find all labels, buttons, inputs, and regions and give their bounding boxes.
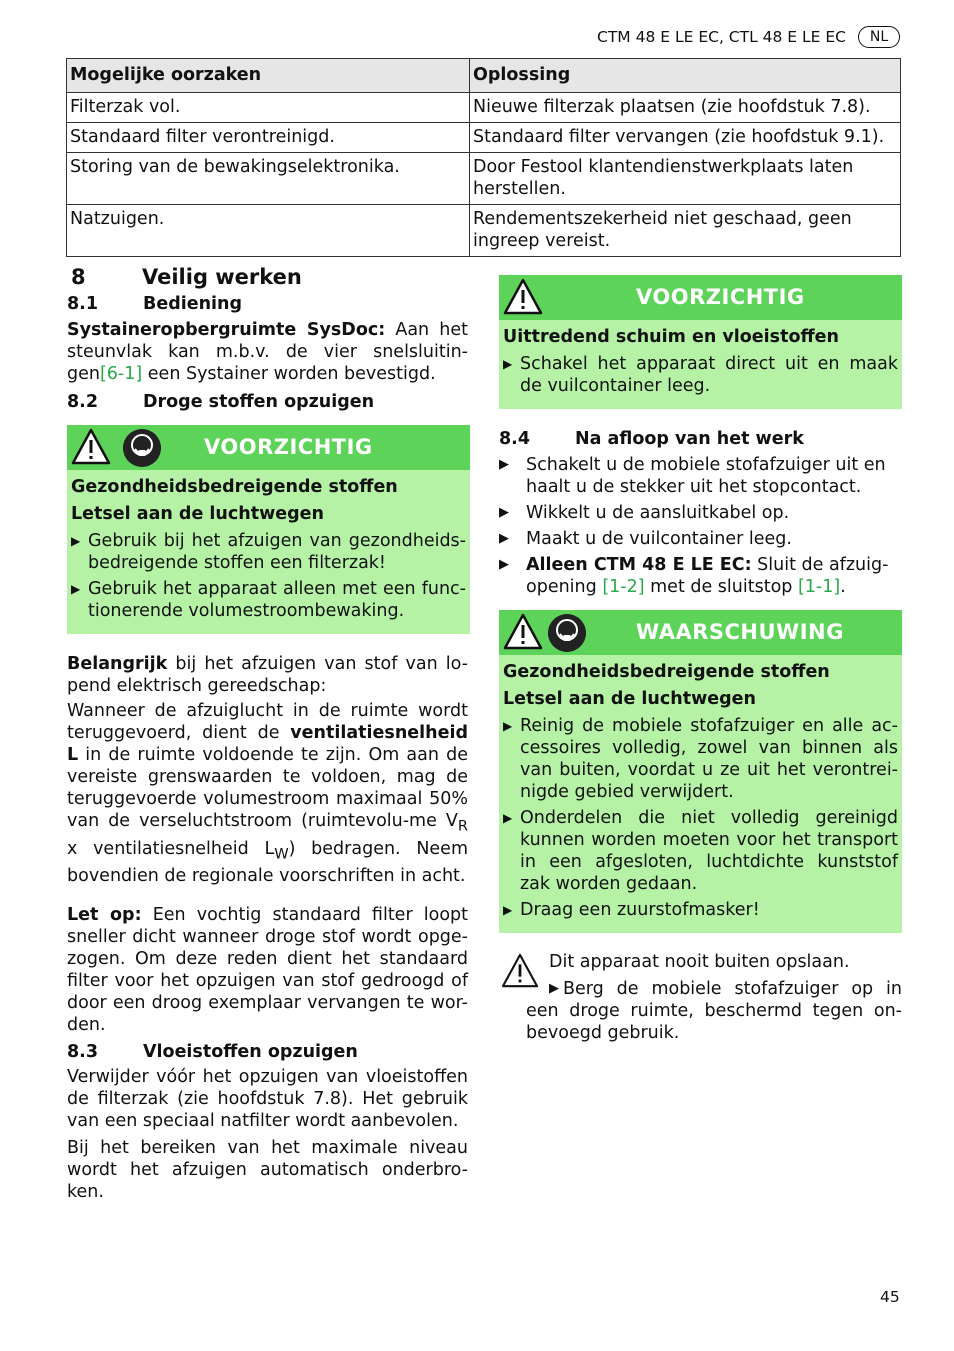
section-title: Veilig werken: [142, 265, 302, 289]
table-header-solution: Oplossing: [470, 59, 901, 93]
section-number: 8.3: [67, 1042, 99, 1062]
table-header-row: [67, 59, 901, 93]
table-cell-solution: Nieuwe filterzak plaatsen (zie hoofdstuk 7.8).: [470, 93, 901, 123]
sysdoc-paragraph: [67, 319, 468, 385]
warning-bullet: ▶ Gebruik bij het afzuigen van gezondheids-bedreigende stoffen een filterzak!: [71, 530, 466, 574]
figure-reference: [1-1]: [797, 577, 841, 597]
warning-bullet: ▶ Schakel het apparaat direct uit en maak de vuilcontainer leeg.: [503, 353, 898, 397]
table-cell-cause: Filterzak vol.: [67, 93, 470, 123]
table-row: [67, 153, 901, 205]
warning-bullet: ▶ Draag een zuurstofmasker!: [503, 899, 898, 921]
warning-triangle-icon: [71, 428, 111, 466]
warning-label: WAARSCHUWING: [636, 620, 844, 644]
section-title: Vloeistoffen opzuigen: [143, 1042, 358, 1062]
list-item-text: .: [840, 577, 846, 597]
list-item-text: met de sluitstop: [644, 577, 798, 597]
important-lead: Belangrijk: [67, 654, 168, 674]
warning-box-caution: [67, 425, 470, 634]
paragraph-text: bij het afzuigen van stof van lo-pend elektrisch gereedschap:: [67, 654, 468, 696]
note-paragraph: [67, 904, 468, 1036]
warning-hazard-title: Gezondheidsbedreigende stoffen: [71, 477, 398, 497]
document-header-models: CTM 48 E LE EC, CTL 48 E LE EC: [597, 28, 846, 46]
paragraph-text: x ventilatiesnelheid L: [67, 838, 275, 859]
paragraph-text: Aan het steunvlak kan m.b.v. de vier snelsluitin-gen: [67, 320, 468, 384]
warning-bullet: ▶ Gebruik het apparaat alleen met een func-tionerende volumestroombewaking.: [71, 578, 466, 622]
warning-hazard-subtitle: Letsel aan de luchtwegen: [71, 504, 324, 524]
section-number: 8: [71, 265, 86, 289]
section-number: 8.4: [499, 429, 531, 449]
table-cell-cause: Natzuigen.: [67, 205, 470, 257]
storage-notice: [499, 951, 902, 1044]
section-title: Droge stoffen opzuigen: [143, 392, 375, 412]
troubleshooting-table: [66, 58, 901, 257]
subscript: R: [457, 817, 468, 835]
language-badge: NL: [858, 26, 900, 48]
warning-header: [499, 610, 902, 655]
warning-body: [67, 470, 470, 634]
paragraph-text: Een vochtig standaard filter loopt sneller dicht wanneer droge stof wordt opge-zogen. Om deze reden dient het standaard filter voor het opzuigen van stof gedroogd of door een droog exemplaar vervangen te wor-den.: [67, 905, 469, 1035]
table-row: [67, 123, 901, 153]
section-title: Bediening: [143, 294, 243, 314]
warning-triangle-icon: [503, 278, 543, 316]
table-row: [67, 93, 901, 123]
warning-label: VOORZICHTIG: [636, 285, 805, 309]
warning-bullet: ▶ Onderdelen die niet volledig gereinigd kunnen worden moeten voor het transport in een afgesloten, luchtdichte kunststof zak worden gedaan.: [503, 807, 898, 895]
paragraph-text: in de ruimte voldoende te zijn. Om aan de vereiste grenswaarden te voldoen, mag de teruggevoerde volumestroom maximaal 50% van de verseluchtstroom (ruimtevolu-me V: [67, 745, 468, 831]
figure-reference: [6-1]: [99, 364, 143, 384]
liquids-level-paragraph: Bij het bereiken van het maximale niveau wordt het afzuigen automatisch onderbro-ken.: [67, 1138, 468, 1202]
warning-body: [499, 655, 902, 933]
warning-triangle-icon: [503, 613, 543, 651]
page-number: 45: [880, 1288, 900, 1306]
warning-hazard-subtitle: Letsel aan de luchtwegen: [503, 689, 756, 709]
ventilation-term: ventilatiesnelheid L: [67, 723, 468, 765]
notice-instruction-text: Berg de mobiele stofafzuiger op in een droge ruimte, beschermd tegen on-bevoegd gebruik.: [526, 979, 902, 1043]
table-cell-solution: Standaard filter vervangen (zie hoofdstuk 9.1).: [470, 123, 901, 153]
section-number: 8.1: [67, 294, 99, 314]
paragraph-text: ) bedragen. Neem bovendien de regionale voorschriften in acht.: [67, 838, 468, 886]
figure-reference: [1-2]: [602, 577, 645, 597]
section-title: Na afloop van het werk: [575, 429, 804, 449]
section-8-heading: [67, 264, 468, 290]
table-cell-solution: Door Festool klantendienstwerkplaats laten herstellen.: [470, 153, 901, 205]
note-lead: Let op:: [67, 905, 142, 925]
warning-body: [499, 320, 902, 409]
table-cell-solution: Rendementszekerheid niet geschaad, geen ingreep vereist.: [470, 205, 901, 257]
bullet-arrow-icon: ▶: [549, 981, 559, 996]
sysdoc-lead: Systaineropbergruimte SysDoc:: [67, 320, 386, 340]
table-row: [67, 205, 901, 257]
warning-header: [67, 425, 470, 470]
left-column: [67, 264, 468, 1203]
list-item-lead: Alleen CTM 48 E LE EC:: [526, 555, 752, 575]
respirator-mask-icon: [548, 614, 586, 652]
warning-hazard-title: Gezondheidsbedreigende stoffen: [503, 662, 830, 682]
list-item-text: Sluit de afzuig-opening: [526, 555, 889, 597]
warning-box-danger: [499, 610, 902, 933]
list-item: ▶ Schakelt u de mobiele stofafzuiger uit en haalt u de stekker uit het stopcontact.: [499, 454, 902, 498]
warning-label: VOORZICHTIG: [204, 435, 373, 459]
ventilation-paragraph: [67, 700, 468, 887]
notice-instruction: [499, 978, 902, 1044]
paragraph-text: een Systainer worden bevestigd.: [142, 364, 436, 384]
warning-box-foam: [499, 275, 902, 409]
section-8-1-heading: [67, 293, 468, 315]
notice-text: Dit apparaat nooit buiten opslaan.: [549, 952, 850, 972]
table-cell-cause: Storing van de bewakingselektronika.: [67, 153, 470, 205]
section-8-3-heading: [67, 1041, 468, 1063]
liquids-paragraph: Verwijder vóór het opzuigen van vloeistoffen de filterzak (zie hoofdstuk 7.8). Het gebruik van een speciaal natfilter wordt aanbevolen.: [67, 1067, 468, 1131]
right-column: [499, 275, 902, 1044]
section-8-2-heading: [67, 391, 468, 413]
warning-bullet: ▶ Reinig de mobiele stofafzuiger en alle ac-cessoires volledig, zowel van binnen als van buiten, voordat u ze uit het verontrei-nigde gebied verwijdert.: [503, 715, 898, 803]
after-work-list: [499, 454, 902, 598]
respirator-mask-icon: [123, 429, 161, 467]
list-item: [499, 554, 902, 598]
important-paragraph: [67, 653, 468, 697]
section-8-4-heading: [499, 428, 902, 450]
table-cell-cause: Standaard filter verontreinigd.: [67, 123, 470, 153]
section-number: 8.2: [67, 392, 99, 412]
list-item: ▶ Wikkelt u de aansluitkabel op.: [499, 502, 902, 524]
subscript: W: [274, 845, 289, 862]
warning-hazard-title: Uittredend schuim en vloeistoffen: [503, 327, 839, 347]
table-header-cause: Mogelijke oorzaken: [67, 59, 470, 93]
list-item: ▶ Maakt u de vuilcontainer leeg.: [499, 528, 902, 550]
warning-header: [499, 275, 902, 320]
paragraph-text: Wanneer de afzuiglucht in de ruimte wordt teruggevoerd, dient de: [67, 701, 468, 743]
